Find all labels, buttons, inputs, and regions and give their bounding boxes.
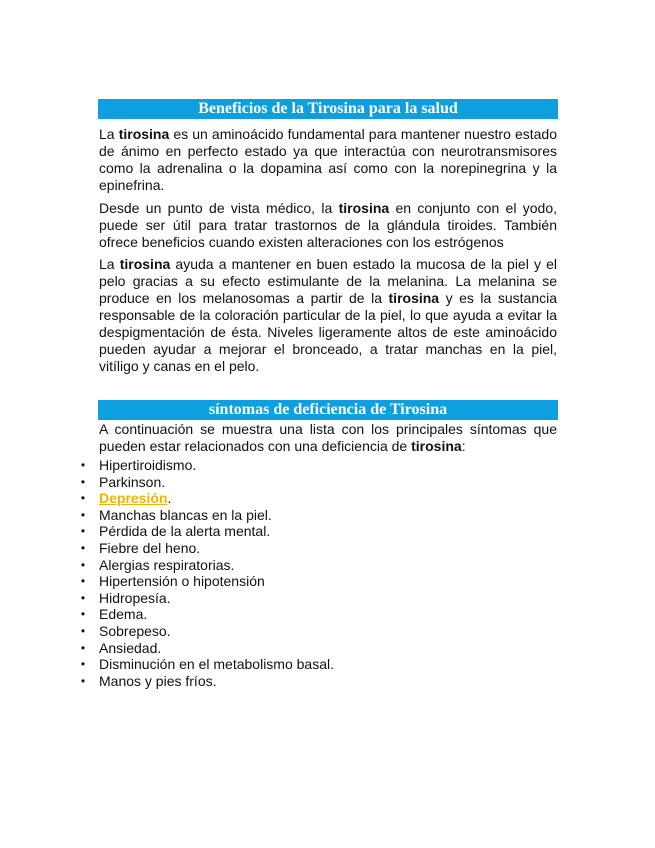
- list-item-text: Manos y pies fríos.: [99, 672, 217, 689]
- keyword-tirosina: tirosina: [411, 438, 462, 454]
- list-item: [78, 673, 334, 690]
- list-item-punctuation: .: [167, 490, 172, 507]
- bullet-icon: •: [80, 623, 86, 638]
- text-run: es un aminoácido fundamental para mantener nuestro estado de ánimo en perfecto estado ya que interactúa con neurotransmisores como la adrenalina o la dopamina así como con la norepinegrina y la epinefrina.: [99, 126, 557, 193]
- bullet-icon: •: [80, 590, 86, 605]
- bullet-icon: •: [80, 640, 86, 655]
- list-item-text: Hipertensión o hipotensión: [99, 573, 265, 590]
- list-item: [78, 606, 334, 623]
- list-item: [78, 490, 334, 507]
- text-run: y es la sustancia responsable de la coloración particular de la piel, lo que ayuda a evitar la despigmentación de ésta. Niveles ligeramente altos de este aminoácido pueden ayudar a mejorar el bronceado, a tratar manchas en la piel, vitíligo y canas en el pelo.: [99, 290, 557, 374]
- list-item-text: Disminución en el metabolismo basal.: [99, 656, 334, 673]
- symptoms-list: [78, 457, 334, 689]
- list-item: [78, 656, 334, 673]
- keyword-tirosina: tirosina: [119, 256, 171, 272]
- bullet-icon: •: [80, 540, 86, 555]
- bullet-icon: •: [80, 524, 86, 539]
- section-heading-benefits: Beneficios de la Tirosina para la salud: [98, 99, 558, 119]
- list-item: [78, 573, 334, 590]
- text-run: A continuación se muestra una lista con los principales síntomas que pueden estar relacionados con una deficiencia de: [99, 421, 557, 454]
- list-item: [78, 590, 334, 607]
- list-item-text: Alergias respiratorias.: [99, 556, 235, 573]
- list-item-text: Fiebre del heno.: [99, 539, 201, 556]
- keyword-tirosina: tirosina: [338, 200, 390, 216]
- list-item: [78, 557, 334, 574]
- bullet-icon: •: [80, 557, 86, 572]
- paragraph-skin: [99, 256, 557, 375]
- text-run: La: [99, 126, 119, 142]
- list-item-text: Hipertiroidismo.: [99, 457, 197, 473]
- text-run: :: [461, 438, 466, 454]
- text-run: Desde un punto de vista médico, la: [99, 200, 339, 216]
- paragraph-medical: [99, 200, 557, 251]
- bullet-icon: •: [80, 607, 86, 622]
- list-item-text: Hidropesía.: [99, 589, 171, 606]
- list-item-text: Ansiedad.: [99, 639, 162, 656]
- text-run: en conjunto con el yodo, puede ser útil para tratar trastornos de la glándula tiroides. También ofrece beneficios cuando existen alteraciones con los estrógenos: [99, 200, 558, 250]
- bullet-icon: •: [80, 657, 86, 672]
- list-item-text: Pérdida de la alerta mental.: [99, 523, 271, 540]
- list-item: [78, 474, 334, 491]
- bullet-icon: •: [80, 673, 86, 688]
- keyword-tirosina: tirosina: [118, 126, 170, 142]
- list-item-text: Sobrepeso.: [99, 622, 171, 639]
- list-item: [78, 457, 334, 474]
- list-item-text: Edema.: [99, 606, 148, 623]
- section-heading-symptoms: síntomas de deficiencia de Tirosina: [98, 400, 558, 420]
- depresion-link[interactable]: Depresión: [99, 490, 168, 507]
- text-run: La: [99, 256, 120, 272]
- bullet-icon: •: [80, 574, 86, 589]
- keyword-tirosina: tirosina: [388, 290, 440, 306]
- list-item: [78, 623, 334, 640]
- bullet-icon: •: [80, 474, 86, 489]
- text-run: ayuda a mantener en buen estado la mucosa de la piel y el pelo gracias a su efecto estimulante de la melanina. La melanina se produce en los melanosomas a partir de la: [99, 256, 557, 306]
- list-item: [78, 507, 334, 524]
- bullet-icon: •: [80, 458, 86, 472]
- paragraph-intro: [99, 126, 557, 194]
- list-item-text: Manchas blancas en la piel.: [99, 506, 272, 523]
- list-item: [78, 523, 334, 540]
- bullet-icon: •: [80, 491, 86, 506]
- paragraph-symptoms-intro: [99, 421, 557, 455]
- bullet-icon: •: [80, 507, 86, 522]
- list-item-text: Parkinson.: [99, 473, 166, 490]
- list-item: [78, 640, 334, 657]
- list-item: [78, 540, 334, 557]
